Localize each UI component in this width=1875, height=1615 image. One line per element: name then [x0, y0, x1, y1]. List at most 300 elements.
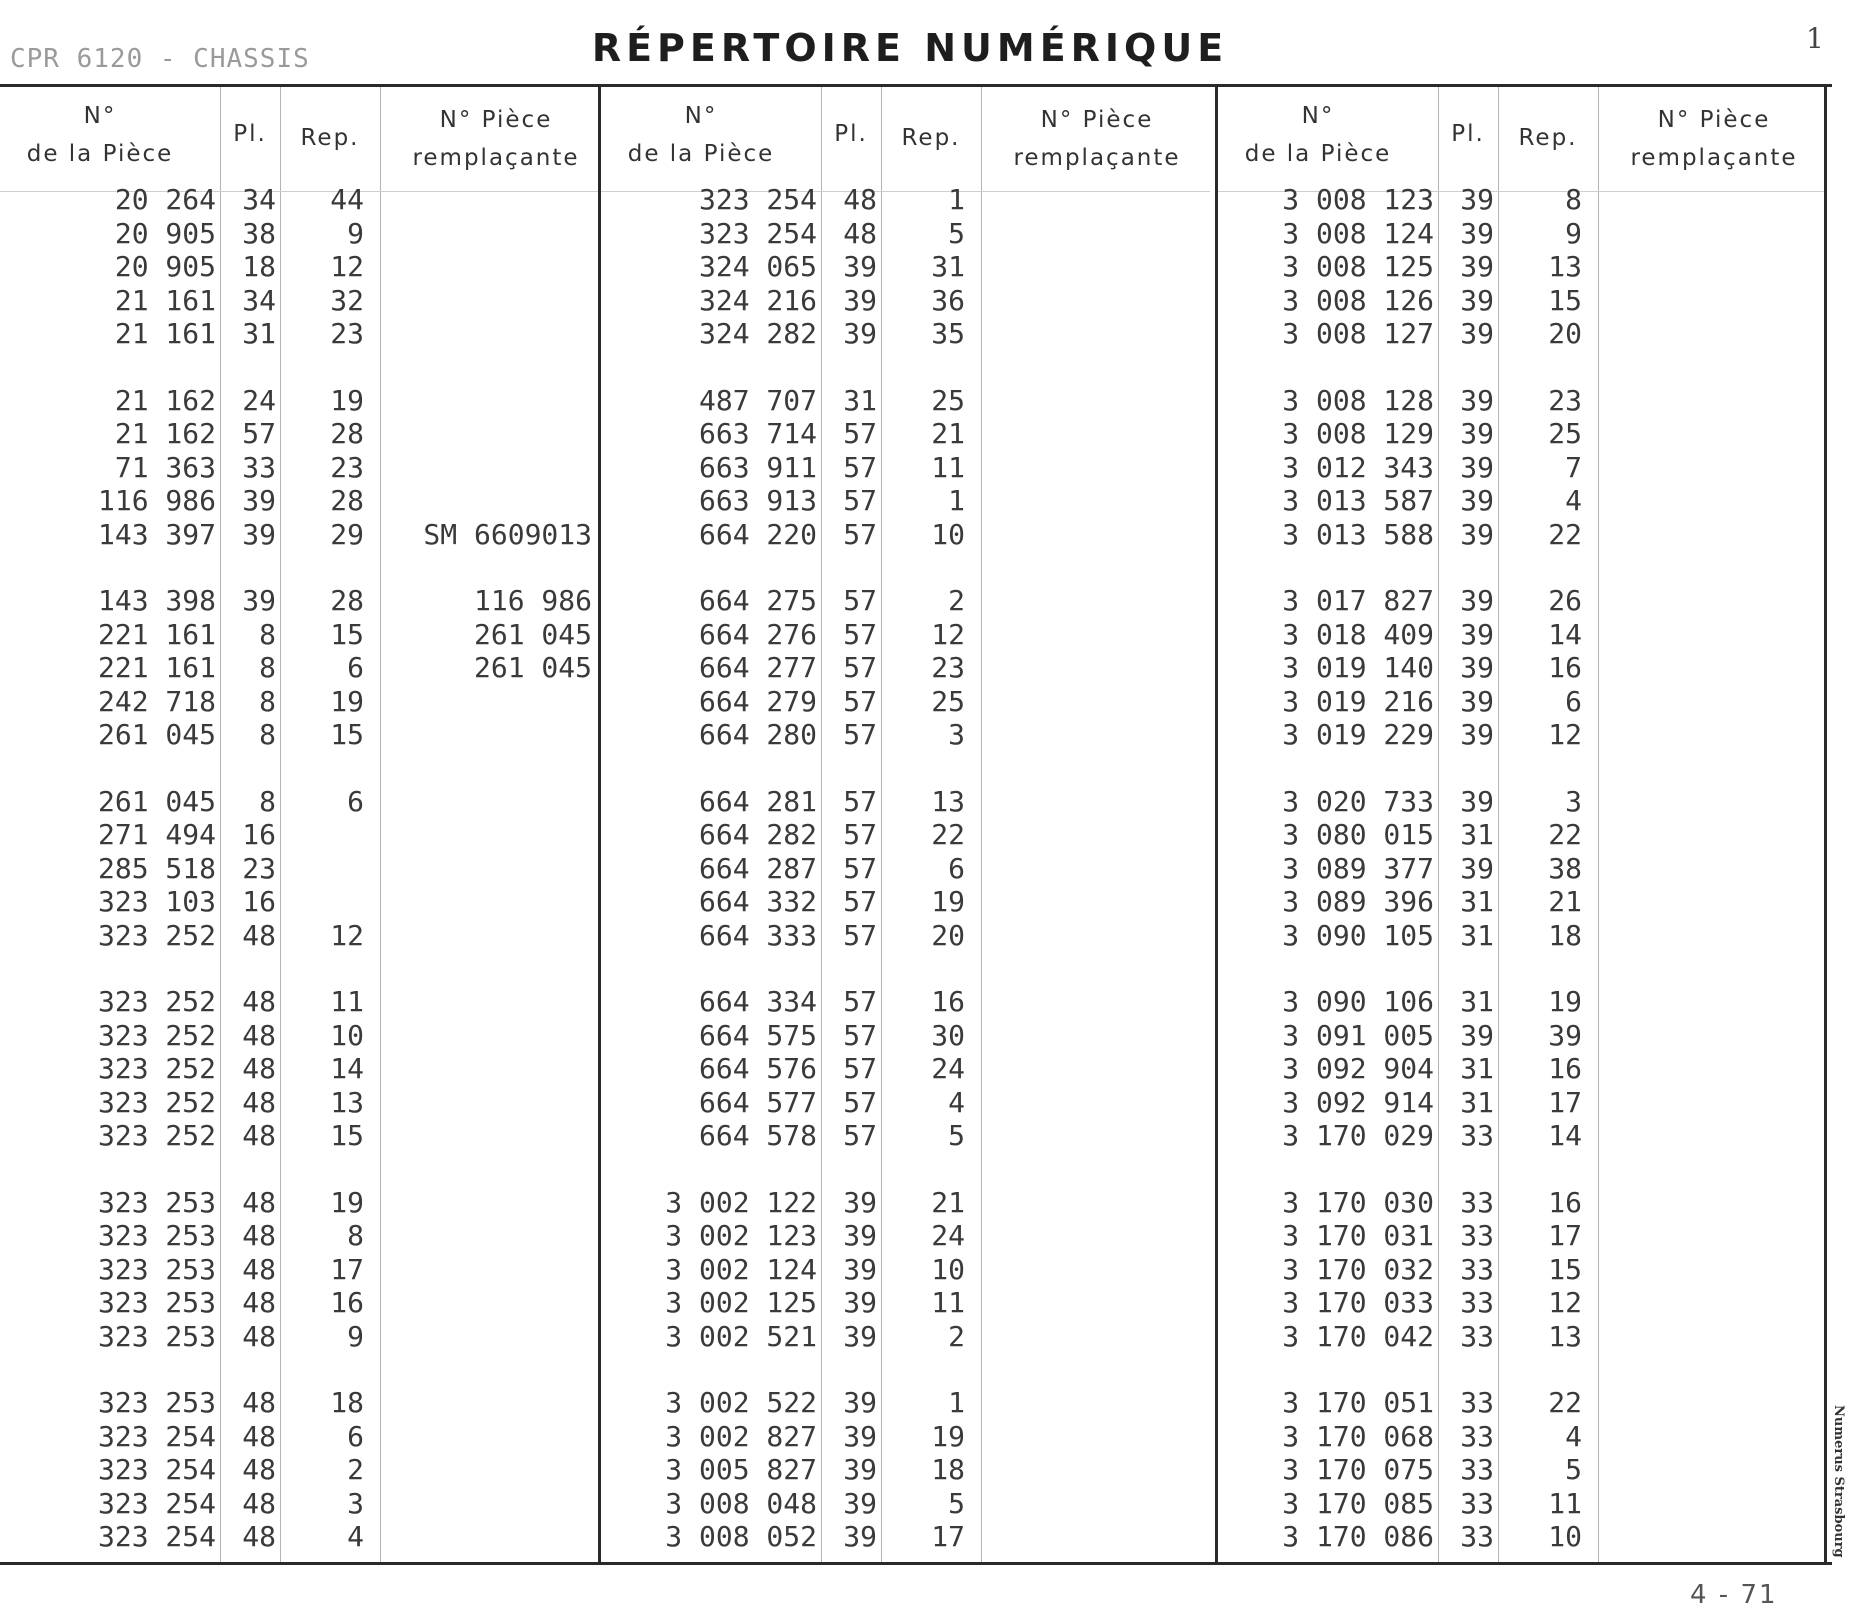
planche-number: 33	[1460, 1119, 1494, 1152]
table-row	[601, 885, 1210, 918]
repere-number: 28	[330, 484, 364, 517]
piece-number: 664 575	[698, 1018, 817, 1052]
repere-number: 20	[1548, 317, 1582, 350]
repere-number: 16	[1548, 1052, 1582, 1085]
repere-number: 6	[1565, 684, 1582, 718]
header-repere: Rep.	[901, 125, 961, 151]
repere-number: 13	[1548, 250, 1582, 283]
piece-number: 3 008 125	[1282, 250, 1434, 283]
table-row	[1218, 484, 1824, 517]
piece-number: 3 002 123	[665, 1219, 817, 1252]
table-row	[0, 651, 612, 684]
table-row	[601, 1520, 1210, 1553]
table-row	[601, 1086, 1210, 1119]
piece-number: 242 718	[97, 684, 216, 718]
repere-number: 1	[948, 183, 965, 216]
planche-number: 33	[1460, 1520, 1494, 1553]
repere-number: 9	[347, 1319, 364, 1353]
table-row	[601, 284, 1210, 317]
header-replacement-label: remplaçante	[412, 145, 580, 171]
piece-number: 664 282	[698, 818, 817, 851]
planche-number: 33	[1460, 1419, 1494, 1453]
planche-number: 33	[1460, 1219, 1494, 1252]
piece-number: 3 008 052	[665, 1520, 817, 1553]
table-row	[1218, 284, 1824, 317]
planche-number: 39	[1460, 684, 1494, 718]
piece-number: 3 002 122	[665, 1185, 817, 1219]
piece-number: 3 092 904	[1282, 1052, 1434, 1085]
piece-number: 3 170 033	[1282, 1286, 1434, 1319]
piece-number: 3 013 588	[1282, 517, 1434, 551]
table-row	[1218, 1186, 1824, 1219]
repere-number: 11	[931, 1286, 965, 1319]
planche-number: 31	[1460, 985, 1494, 1018]
planche-number: 48	[242, 918, 276, 952]
repere-number: 21	[1548, 885, 1582, 918]
piece-number: 20 905	[114, 250, 216, 283]
repere-number: 25	[1548, 417, 1582, 450]
planche-number: 57	[843, 484, 877, 517]
piece-number: 3 170 031	[1282, 1219, 1434, 1252]
table-row	[0, 584, 612, 617]
repere-number: 18	[931, 1453, 965, 1486]
table-row	[601, 1019, 1210, 1052]
planche-number: 33	[1460, 1286, 1494, 1319]
piece-number: 3 170 086	[1282, 1520, 1434, 1553]
piece-number: 3 089 396	[1282, 885, 1434, 918]
table-row	[601, 183, 1210, 216]
repere-number: 38	[1548, 851, 1582, 885]
document-title: RÉPERTOIRE NUMÉRIQUE	[591, 26, 1229, 70]
piece-number: 324 216	[698, 283, 817, 317]
repere-number: 11	[931, 450, 965, 484]
planche-number: 39	[1460, 183, 1494, 216]
piece-number: 21 162	[114, 383, 216, 417]
planche-number: 57	[843, 1052, 877, 1085]
planche-number: 39	[1460, 216, 1494, 250]
table-row	[1218, 1286, 1824, 1319]
table-row	[601, 584, 1210, 617]
table-row	[0, 317, 612, 350]
piece-number: 664 578	[698, 1119, 817, 1152]
repere-number: 25	[931, 383, 965, 417]
repere-number: 1	[948, 484, 965, 517]
repere-number: 18	[1548, 918, 1582, 952]
piece-number: 116 986	[97, 484, 216, 517]
piece-number: 323 252	[97, 1052, 216, 1085]
piece-number: 20 264	[114, 183, 216, 216]
piece-number: 3 005 827	[665, 1453, 817, 1486]
table-row	[1218, 785, 1824, 818]
planche-number: 39	[843, 1386, 877, 1419]
piece-number: 3 008 128	[1282, 383, 1434, 417]
planche-number: 39	[843, 1219, 877, 1252]
piece-number: 285 518	[97, 851, 216, 885]
piece-number: 664 276	[698, 617, 817, 651]
index-panel-2	[598, 87, 1210, 1562]
repere-number: 13	[1548, 1319, 1582, 1353]
repere-number: 4	[948, 1085, 965, 1119]
header-repere: Rep.	[1518, 125, 1578, 151]
table-row	[1218, 1019, 1824, 1052]
piece-number: 3 080 015	[1282, 818, 1434, 851]
planche-number: 57	[843, 1085, 877, 1119]
table-row	[601, 1286, 1210, 1319]
header-replacement-number: N° Pièce	[1657, 107, 1771, 133]
planche-number: 33	[1460, 1185, 1494, 1219]
table-row	[601, 317, 1210, 350]
planche-number: 48	[242, 1085, 276, 1119]
repere-number: 10	[330, 1018, 364, 1052]
planche-number: 33	[1460, 1319, 1494, 1353]
table-row	[601, 451, 1210, 484]
planche-number: 39	[1460, 651, 1494, 684]
repere-number: 39	[1548, 1018, 1582, 1052]
planche-number: 39	[1460, 1018, 1494, 1052]
repere-number: 10	[1548, 1520, 1582, 1553]
table-row	[0, 1119, 612, 1152]
planche-number: 39	[843, 1286, 877, 1319]
planche-number: 39	[843, 1319, 877, 1353]
table-row	[0, 518, 612, 551]
planche-number: 57	[843, 885, 877, 918]
repere-number: 23	[1548, 383, 1582, 417]
repere-number: 32	[330, 283, 364, 317]
planche-number: 57	[843, 985, 877, 1018]
repere-number: 15	[330, 718, 364, 751]
repere-number: 26	[1548, 584, 1582, 617]
repere-number: 22	[931, 818, 965, 851]
repere-number: 30	[931, 1018, 965, 1052]
piece-number: 664 576	[698, 1052, 817, 1085]
table-row	[1218, 584, 1824, 617]
repere-number: 44	[330, 183, 364, 216]
piece-number: 323 253	[97, 1252, 216, 1286]
piece-number: 3 090 105	[1282, 918, 1434, 952]
repere-number: 28	[330, 584, 364, 617]
piece-number: 3 090 106	[1282, 985, 1434, 1018]
table-row	[0, 818, 612, 851]
table-row	[0, 1520, 612, 1553]
repere-number: 4	[1565, 484, 1582, 517]
planche-number: 48	[242, 1052, 276, 1085]
piece-number: 3 019 216	[1282, 684, 1434, 718]
table-row	[1218, 852, 1824, 885]
table-row	[1218, 651, 1824, 684]
piece-number: 664 220	[698, 517, 817, 551]
piece-number: 323 252	[97, 1085, 216, 1119]
index-panel-3	[1215, 87, 1827, 1562]
planche-number: 39	[1460, 283, 1494, 317]
repere-number: 5	[948, 1119, 965, 1152]
piece-number: 664 333	[698, 918, 817, 952]
table-row	[1218, 1086, 1824, 1119]
table-row	[601, 1487, 1210, 1520]
planche-number: 31	[1460, 918, 1494, 952]
piece-number: 323 254	[698, 183, 817, 216]
piece-number: 664 332	[698, 885, 817, 918]
piece-number: 324 282	[698, 317, 817, 350]
table-row	[1218, 384, 1824, 417]
piece-number: 323 103	[97, 885, 216, 918]
piece-number: 323 254	[698, 216, 817, 250]
planche-number: 57	[843, 651, 877, 684]
table-row	[601, 250, 1210, 283]
repere-number: 19	[330, 1185, 364, 1219]
piece-number: 261 045	[97, 784, 216, 818]
repere-number: 25	[931, 684, 965, 718]
planche-number: 8	[259, 784, 276, 818]
planche-number: 23	[242, 851, 276, 885]
repere-number: 5	[948, 216, 965, 250]
planche-number: 16	[242, 885, 276, 918]
planche-number: 57	[843, 1018, 877, 1052]
repere-number: 6	[948, 851, 965, 885]
piece-number: 3 002 124	[665, 1252, 817, 1286]
piece-number: 3 089 377	[1282, 851, 1434, 885]
planche-number: 39	[1460, 250, 1494, 283]
table-row	[601, 417, 1210, 450]
planche-number: 39	[1460, 383, 1494, 417]
header-piece-label: de la Pièce	[627, 141, 775, 167]
piece-number: 3 091 005	[1282, 1018, 1434, 1052]
repere-number: 23	[330, 450, 364, 484]
repere-number: 2	[948, 1319, 965, 1353]
planche-number: 57	[843, 851, 877, 885]
planche-number: 31	[1460, 1085, 1494, 1119]
piece-number: 3 170 029	[1282, 1119, 1434, 1152]
table-row	[1218, 1420, 1824, 1453]
repere-number: 9	[347, 216, 364, 250]
repere-number: 7	[1565, 450, 1582, 484]
table-row	[1218, 417, 1824, 450]
repere-number: 10	[931, 1252, 965, 1286]
piece-number: 323 253	[97, 1319, 216, 1353]
piece-number: 3 002 125	[665, 1286, 817, 1319]
piece-number: 3 020 733	[1282, 784, 1434, 818]
repere-number: 3	[347, 1486, 364, 1520]
planche-number: 33	[1460, 1486, 1494, 1520]
table-row	[1218, 1320, 1824, 1353]
table-row	[1218, 1487, 1824, 1520]
planche-number: 48	[242, 1185, 276, 1219]
table-row	[0, 1186, 612, 1219]
repere-number: 16	[1548, 1185, 1582, 1219]
table-row	[1218, 518, 1824, 551]
repere-number: 35	[931, 317, 965, 350]
piece-number: 487 707	[698, 383, 817, 417]
replacement-piece: SM 6609013	[423, 517, 592, 551]
repere-number: 12	[330, 918, 364, 952]
repere-number: 21	[931, 417, 965, 450]
planche-number: 48	[242, 1386, 276, 1419]
table-row	[0, 1086, 612, 1119]
planche-number: 38	[242, 216, 276, 250]
repere-number: 12	[931, 617, 965, 651]
planche-number: 39	[1460, 784, 1494, 818]
planche-number: 39	[1460, 617, 1494, 651]
repere-number: 19	[931, 885, 965, 918]
planche-number: 8	[259, 718, 276, 751]
planche-number: 31	[1460, 1052, 1494, 1085]
repere-number: 8	[1565, 183, 1582, 216]
repere-number: 11	[330, 985, 364, 1018]
table-row	[0, 1487, 612, 1520]
table-row	[601, 518, 1210, 551]
repere-number: 2	[948, 584, 965, 617]
repere-number: 14	[330, 1052, 364, 1085]
page-number: 1	[1806, 22, 1824, 55]
table-row	[601, 685, 1210, 718]
table-row	[1218, 1052, 1824, 1085]
planche-number: 39	[1460, 517, 1494, 551]
repere-number: 20	[931, 918, 965, 952]
header-piece-number: N°	[83, 103, 117, 129]
repere-number: 13	[931, 784, 965, 818]
table-row	[0, 1420, 612, 1453]
planche-number: 48	[843, 183, 877, 216]
planche-number: 39	[242, 484, 276, 517]
repere-number: 15	[1548, 283, 1582, 317]
piece-number: 664 577	[698, 1085, 817, 1119]
piece-number: 323 253	[97, 1386, 216, 1419]
planche-number: 39	[843, 1520, 877, 1553]
repere-number: 19	[931, 1419, 965, 1453]
piece-number: 3 008 123	[1282, 183, 1434, 216]
table-row	[601, 1219, 1210, 1252]
planche-number: 39	[843, 250, 877, 283]
planche-number: 48	[242, 1486, 276, 1520]
piece-number: 221 161	[97, 617, 216, 651]
header-planche: Pl.	[1451, 121, 1485, 147]
planche-number: 31	[1460, 818, 1494, 851]
piece-number: 3 018 409	[1282, 617, 1434, 651]
piece-number: 323 252	[97, 1018, 216, 1052]
planche-number: 39	[843, 1252, 877, 1286]
table-row	[1218, 217, 1824, 250]
repere-number: 4	[1565, 1419, 1582, 1453]
planche-number: 57	[843, 818, 877, 851]
replacement-piece: 261 045	[473, 651, 592, 684]
table-row	[0, 384, 612, 417]
piece-number: 143 398	[97, 584, 216, 617]
repere-number: 3	[948, 718, 965, 751]
repere-number: 8	[347, 1219, 364, 1252]
repere-number: 22	[1548, 517, 1582, 551]
piece-number: 324 065	[698, 250, 817, 283]
piece-number: 20 905	[114, 216, 216, 250]
planche-number: 48	[843, 216, 877, 250]
table-row	[601, 1186, 1210, 1219]
repere-number: 24	[931, 1052, 965, 1085]
table-row	[1218, 818, 1824, 851]
piece-number: 3 012 343	[1282, 450, 1434, 484]
header-planche: Pl.	[834, 121, 868, 147]
repere-number: 19	[330, 684, 364, 718]
repere-number: 5	[948, 1486, 965, 1520]
table-row	[0, 1453, 612, 1486]
planche-number: 18	[242, 250, 276, 283]
repere-number: 23	[330, 317, 364, 350]
piece-number: 3 013 587	[1282, 484, 1434, 517]
table-row	[601, 818, 1210, 851]
piece-number: 261 045	[97, 718, 216, 751]
piece-number: 323 252	[97, 985, 216, 1018]
repere-number: 15	[330, 617, 364, 651]
repere-number: 1	[948, 1386, 965, 1419]
table-row	[601, 1420, 1210, 1453]
planche-number: 57	[843, 584, 877, 617]
table-row	[1218, 451, 1824, 484]
repere-number: 9	[1565, 216, 1582, 250]
piece-number: 323 253	[97, 1286, 216, 1319]
repere-number: 21	[931, 1185, 965, 1219]
repere-number: 6	[347, 1419, 364, 1453]
planche-number: 57	[843, 417, 877, 450]
planche-number: 39	[1460, 317, 1494, 350]
planche-number: 8	[259, 651, 276, 684]
planche-number: 48	[242, 1119, 276, 1152]
piece-number: 3 008 126	[1282, 283, 1434, 317]
piece-number: 3 008 127	[1282, 317, 1434, 350]
piece-number: 3 008 124	[1282, 216, 1434, 250]
piece-number: 3 008 048	[665, 1486, 817, 1520]
repere-number: 17	[1548, 1085, 1582, 1119]
repere-number: 15	[1548, 1252, 1582, 1286]
piece-number: 21 162	[114, 417, 216, 450]
printer-credit: Numerus Strasbourg	[1831, 1405, 1846, 1558]
table-row	[0, 183, 612, 216]
table-row	[601, 651, 1210, 684]
repere-number: 6	[347, 651, 364, 684]
table-row	[1218, 1119, 1824, 1152]
piece-number: 3 170 068	[1282, 1419, 1434, 1453]
table-row	[0, 217, 612, 250]
repere-number: 11	[1548, 1486, 1582, 1520]
planche-number: 57	[843, 784, 877, 818]
index-panel-1	[0, 87, 612, 1562]
planche-number: 39	[1460, 718, 1494, 751]
table-row	[601, 785, 1210, 818]
repere-number: 23	[931, 651, 965, 684]
piece-number: 3 017 827	[1282, 584, 1434, 617]
repere-number: 12	[1548, 1286, 1582, 1319]
planche-number: 39	[1460, 484, 1494, 517]
header-piece-label: de la Pièce	[1244, 141, 1392, 167]
piece-number: 3 170 051	[1282, 1386, 1434, 1419]
repere-number: 16	[1548, 651, 1582, 684]
table-row	[0, 1286, 612, 1319]
repere-number: 12	[330, 250, 364, 283]
piece-number: 271 494	[97, 818, 216, 851]
piece-number: 3 002 521	[665, 1319, 817, 1353]
planche-number: 31	[843, 383, 877, 417]
table-row	[601, 618, 1210, 651]
table-row	[0, 250, 612, 283]
piece-number: 323 253	[97, 1185, 216, 1219]
table-row	[601, 919, 1210, 952]
planche-number: 34	[242, 183, 276, 216]
repere-number: 10	[931, 517, 965, 551]
repere-number: 13	[330, 1085, 364, 1119]
planche-number: 48	[242, 985, 276, 1018]
repere-number: 4	[347, 1520, 364, 1553]
table-row	[601, 985, 1210, 1018]
repere-number: 16	[330, 1286, 364, 1319]
planche-number: 48	[242, 1252, 276, 1286]
table-row	[1218, 685, 1824, 718]
planche-number: 39	[843, 1419, 877, 1453]
